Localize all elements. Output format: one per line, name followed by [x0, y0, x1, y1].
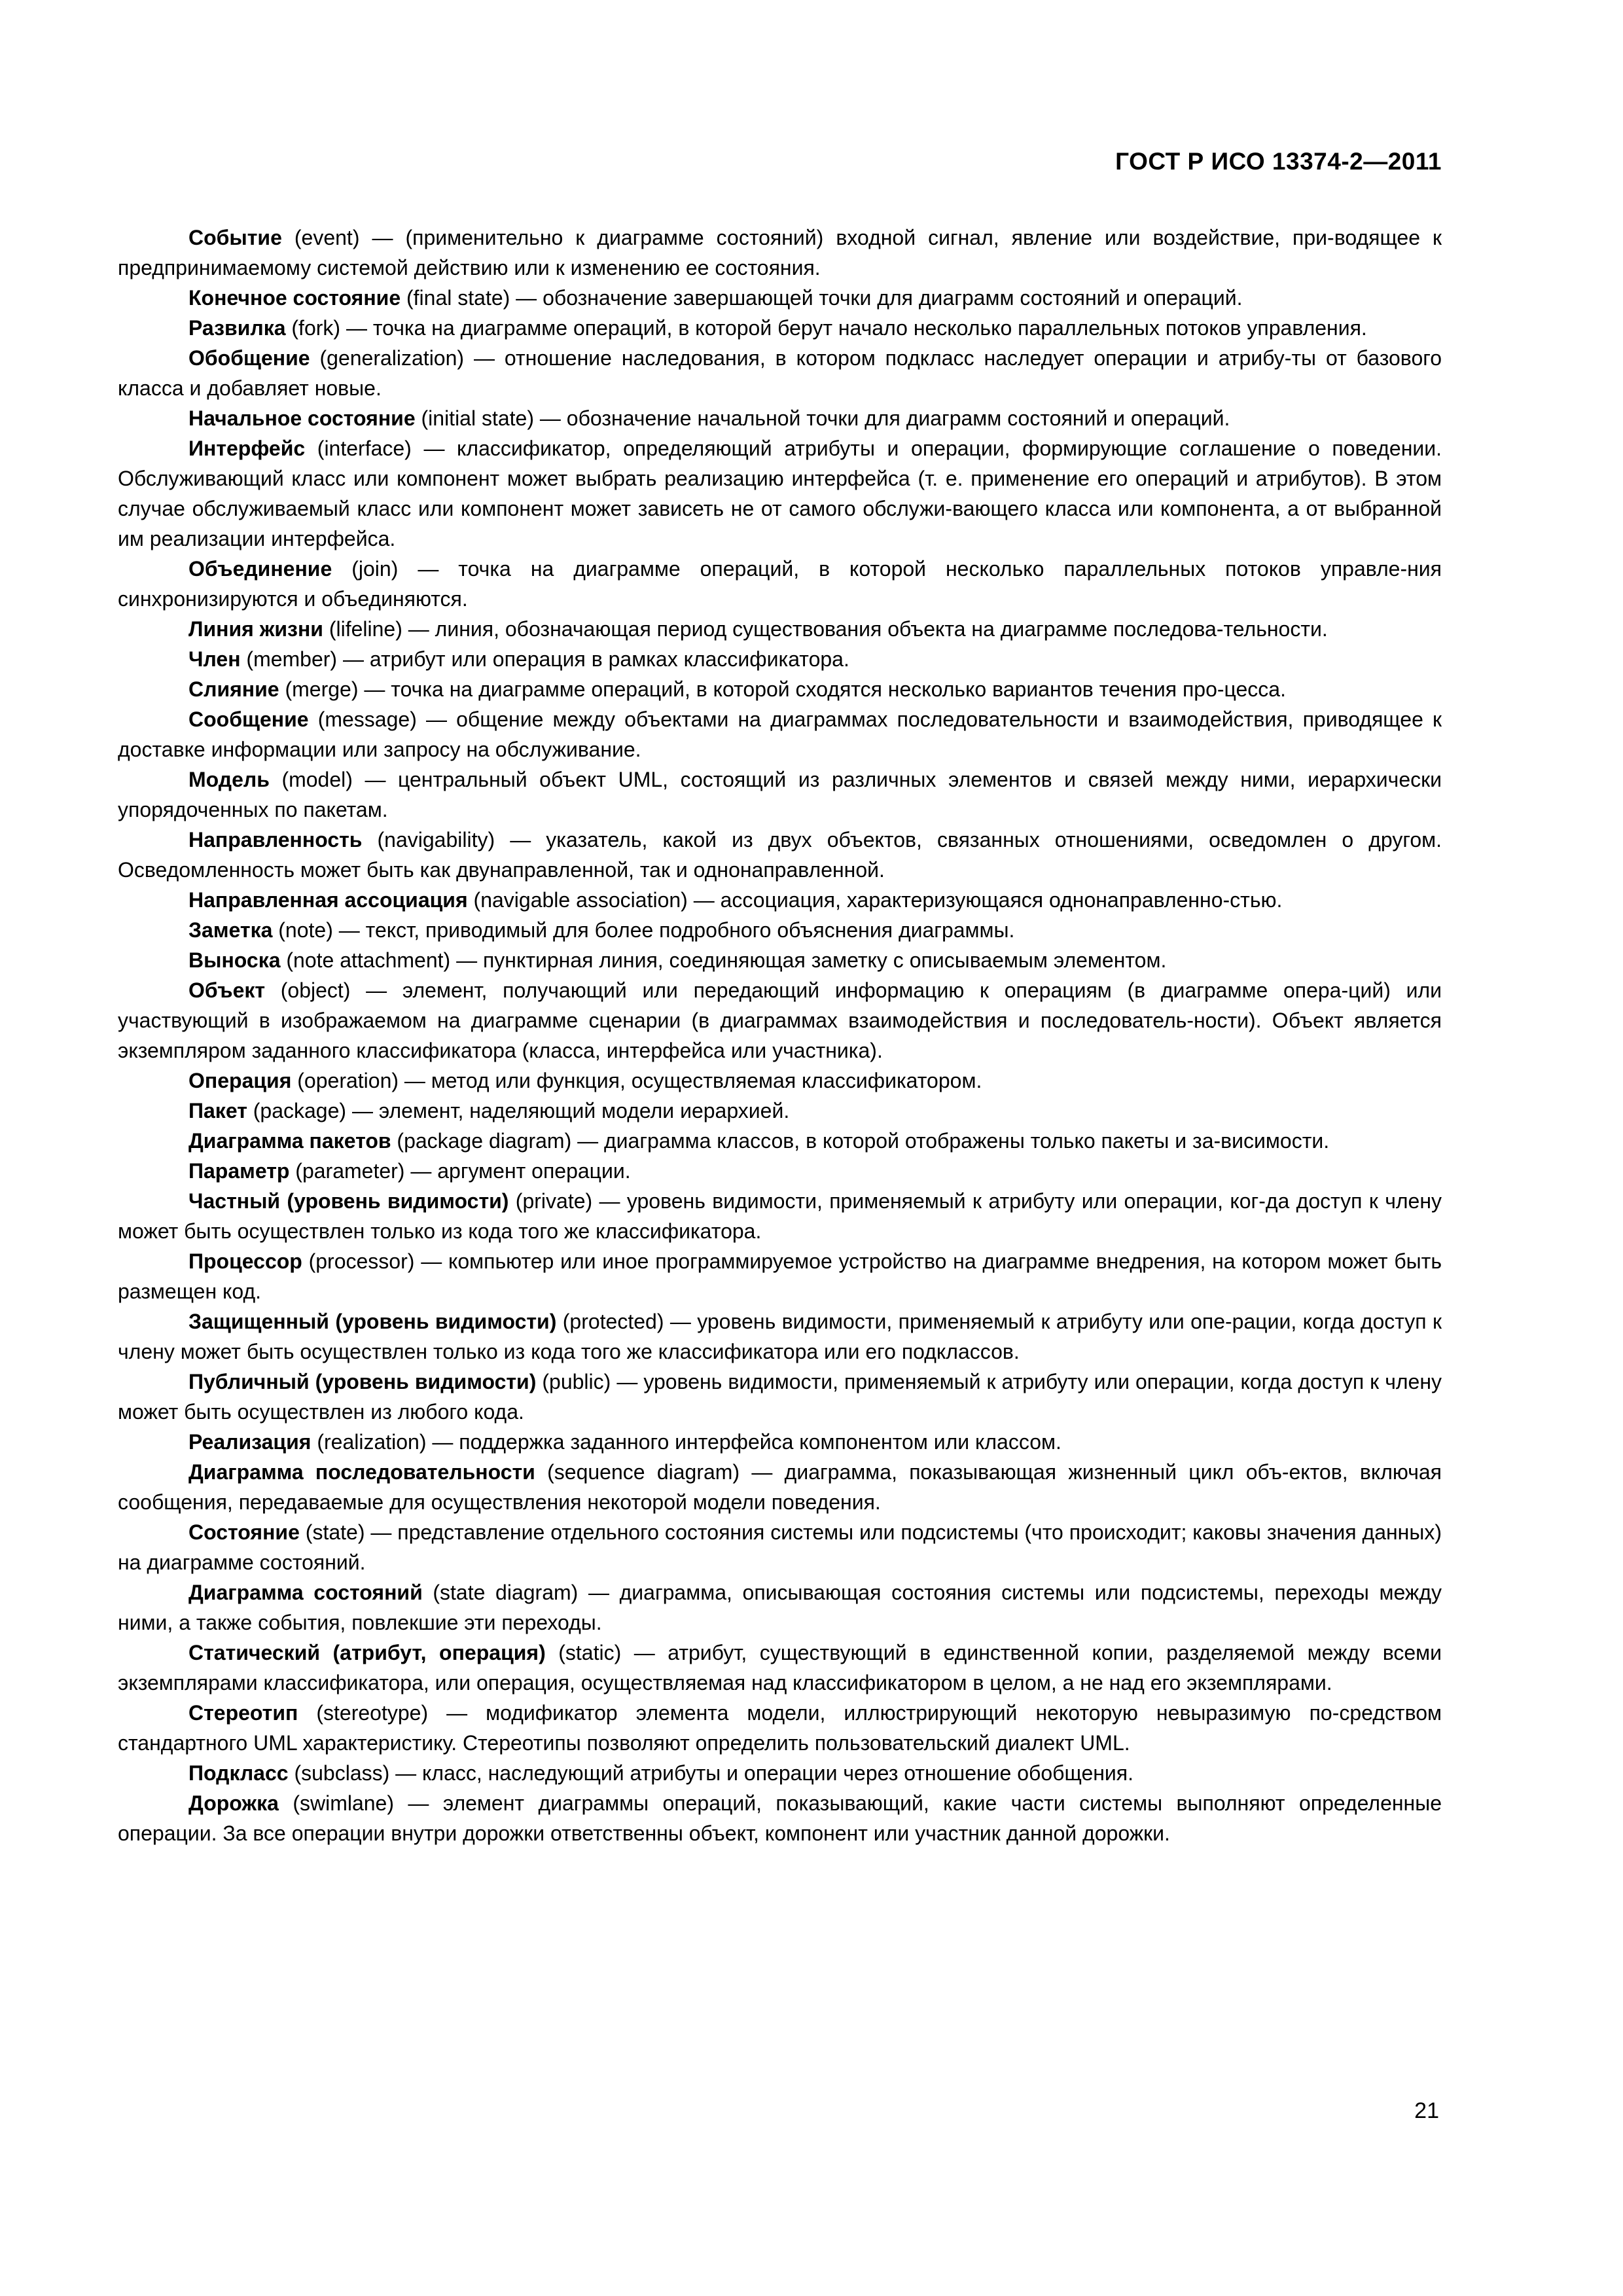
glossary-definition: (navigability) — указатель, какой из двух объектов, связанных отношениями, осведомлен о другом. Осведомленность может быть как двунаправленной, так и однонаправленной. — [118, 828, 1442, 882]
glossary-definition: (interface) — классификатор, определяющий атрибуты и операции, формирующие соглашение о поведении. Обслуживающий класс или компонент может выбрать реализацию интерфейса (т. е. применение его операций и атрибутов). В этом случае обслуживаемый класс или компонент может зависеть не от самого обслужи-вающего класса или компонента, а от выбранной им реализации интерфейса. — [118, 437, 1442, 550]
glossary-definition: (member) — атрибут или операция в рамках классификатора. — [240, 647, 849, 671]
glossary-definition: (note attachment) — пунктирная линия, соединяющая заметку с описываемым элементом. — [280, 948, 1167, 972]
glossary-definition: (final state) — обозначение завершающей точки для диаграмм состояний и операций. — [401, 286, 1243, 310]
glossary-body — [118, 223, 1442, 1848]
glossary-entry — [118, 764, 1442, 825]
glossary-entry — [118, 1788, 1442, 1848]
glossary-term: Выноска — [188, 948, 281, 972]
glossary-definition: (fork) — точка на диаграмме операций, в которой берут начало несколько параллельных потоков управления. — [285, 316, 1367, 340]
glossary-entry — [118, 1457, 1442, 1517]
glossary-term: Диаграмма состояний — [188, 1581, 423, 1604]
glossary-entry — [118, 223, 1442, 283]
glossary-definition: (merge) — точка на диаграмме операций, в которой сходятся несколько вариантов течения про-цесса. — [279, 677, 1286, 701]
glossary-term: Процессор — [188, 1249, 302, 1273]
glossary-entry — [118, 945, 1442, 975]
glossary-entry — [118, 1367, 1442, 1427]
glossary-definition: (model) — центральный объект UML, состоящий из различных элементов и связей между ними, иерархически упорядоченных по пакетам. — [118, 768, 1442, 821]
glossary-term: Операция — [188, 1069, 292, 1092]
glossary-entry — [118, 1306, 1442, 1367]
glossary-entry — [118, 1577, 1442, 1638]
page-number: 21 — [1414, 2098, 1439, 2123]
glossary-term: Начальное состояние — [188, 406, 416, 430]
glossary-entry — [118, 704, 1442, 764]
glossary-definition: (stereotype) — модификатор элемента модели, иллюстрирующий некоторую невыразимую по-средством стандартного UML характеристику. Стереотипы позволяют определить пользовательский диалект UML. — [118, 1701, 1442, 1755]
glossary-entry — [118, 313, 1442, 343]
glossary-entry — [118, 1638, 1442, 1698]
glossary-term: Модель — [188, 768, 270, 791]
glossary-term: Слияние — [188, 677, 279, 701]
glossary-entry — [118, 614, 1442, 644]
glossary-definition: (event) — (применительно к диаграмме состояний) входной сигнал, явление или воздействие, при-водящее к предпринимаемому системой действию или к изменению ее состояния. — [118, 226, 1442, 279]
glossary-term: Сообщение — [188, 708, 309, 731]
glossary-definition: (object) — элемент, получающий или передающий информацию к операциям (в диаграмме опера-ций) или участвующий в изображаемом на диаграмме сценарии (в диаграммах взаимодействия и последователь-ности). Объект является экземпляром заданного классификатора (класса, интерфейса или участника). — [118, 978, 1442, 1062]
glossary-term: Пакет — [188, 1099, 247, 1122]
glossary-term: Направленная ассоциация — [188, 888, 468, 912]
glossary-definition: (public) — уровень видимости, применяемый к атрибуту или операции, когда доступ к члену может быть осуществлен из любого кода. — [118, 1370, 1442, 1424]
glossary-term: Защищенный (уровень видимости) — [188, 1310, 557, 1333]
glossary-definition: (subclass) — класс, наследующий атрибуты и операции через отношение обобщения. — [288, 1761, 1133, 1785]
glossary-entry — [118, 885, 1442, 915]
glossary-definition: (navigable association) — ассоциация, характеризующаяся однонаправленно-стью. — [467, 888, 1283, 912]
glossary-definition: (message) — общение между объектами на диаграммах последовательности и взаимодействия, приводящее к доставке информации или запросу на обслуживание. — [118, 708, 1442, 761]
glossary-term: Объединение — [188, 557, 332, 581]
glossary-term: Направленность — [188, 828, 363, 852]
glossary-entry — [118, 433, 1442, 554]
glossary-term: Интерфейс — [188, 437, 306, 460]
glossary-definition: (swimlane) — элемент диаграммы операций, показывающий, какие части системы выполняют определенные операции. За все операции внутри дорожки ответственны объект, компонент или участник данной дорожки. — [118, 1791, 1442, 1845]
glossary-entry — [118, 1186, 1442, 1246]
glossary-entry — [118, 1126, 1442, 1156]
glossary-entry — [118, 1698, 1442, 1758]
glossary-entry — [118, 1427, 1442, 1457]
glossary-term: Параметр — [188, 1159, 290, 1183]
glossary-term: Статический (атрибут, операция) — [188, 1641, 546, 1664]
glossary-definition: (realization) — поддержка заданного интерфейса компонентом или классом. — [311, 1430, 1061, 1454]
glossary-term: Линия жизни — [188, 617, 323, 641]
glossary-term: Событие — [188, 226, 282, 249]
glossary-definition: (protected) — уровень видимости, применяемый к атрибуту или опе-рации, когда доступ к члену может быть осуществлен только из кода того же классификатора или его подклассов. — [118, 1310, 1442, 1363]
glossary-definition: (operation) — метод или функция, осуществляемая классификатором. — [291, 1069, 982, 1092]
glossary-entry — [118, 1246, 1442, 1306]
glossary-entry — [118, 403, 1442, 433]
glossary-term: Реализация — [188, 1430, 312, 1454]
glossary-definition: (join) — точка на диаграмме операций, в которой несколько параллельных потоков управле-ния синхронизируются и объединяются. — [118, 557, 1442, 611]
glossary-entry — [118, 343, 1442, 403]
glossary-term: Состояние — [188, 1520, 300, 1544]
glossary-term: Диаграмма последовательности — [188, 1460, 535, 1484]
glossary-definition: (state diagram) — диаграмма, описывающая состояния системы или подсистемы, переходы между ними, а также события, повлекшие эти переходы. — [118, 1581, 1442, 1634]
glossary-entry — [118, 1758, 1442, 1788]
glossary-entry — [118, 1066, 1442, 1096]
glossary-term: Подкласс — [188, 1761, 289, 1785]
glossary-definition: (note) — текст, приводимый для более подробного объяснения диаграммы. — [272, 918, 1015, 942]
glossary-entry — [118, 915, 1442, 945]
glossary-definition: (parameter) — аргумент операции. — [289, 1159, 631, 1183]
glossary-definition: (static) — атрибут, существующий в единственной копии, разделяемой между всеми экземплярами классификатора, или операция, осуществляемая над классификатором в целом, а не над его экземплярами. — [118, 1641, 1442, 1695]
glossary-entry — [118, 283, 1442, 313]
glossary-definition: (state) — представление отдельного состояния системы или подсистемы (что происходит; каковы значения данных) на диаграмме состояний. — [118, 1520, 1442, 1574]
glossary-definition: (sequence diagram) — диаграмма, показывающая жизненный цикл объ-ектов, включая сообщения, передаваемые для осуществления некоторой модели поведения. — [118, 1460, 1442, 1514]
glossary-entry — [118, 1096, 1442, 1126]
glossary-term: Член — [188, 647, 241, 671]
glossary-entry — [118, 1517, 1442, 1577]
glossary-entry — [118, 554, 1442, 614]
glossary-entry — [118, 825, 1442, 885]
glossary-definition: (initial state) — обозначение начальной точки для диаграмм состояний и операций. — [415, 406, 1230, 430]
glossary-term: Стереотип — [188, 1701, 298, 1725]
glossary-term: Конечное состояние — [188, 286, 401, 310]
glossary-term: Публичный (уровень видимости) — [188, 1370, 537, 1393]
glossary-term: Развилка — [188, 316, 286, 340]
glossary-definition: (processor) — компьютер или иное программируемое устройство на диаграмме внедрения, на котором может быть размещен код. — [118, 1249, 1442, 1303]
glossary-term: Заметка — [188, 918, 273, 942]
glossary-definition: (generalization) — отношение наследования, в котором подкласс наследует операции и атрибу-ты от базового класса и добавляет новые. — [118, 346, 1442, 400]
document-header: ГОСТ Р ИСО 13374-2—2011 — [1115, 148, 1442, 175]
glossary-term: Обобщение — [188, 346, 310, 370]
glossary-definition: (lifeline) — линия, обозначающая период существования объекта на диаграмме последова-тельности. — [323, 617, 1328, 641]
glossary-definition: (private) — уровень видимости, применяемый к атрибуту или операции, ког-да доступ к члену может быть осуществлен только из кода того же классификатора. — [118, 1189, 1442, 1243]
glossary-term: Частный (уровень видимости) — [188, 1189, 509, 1213]
glossary-definition: (package) — элемент, наделяющий модели иерархией. — [247, 1099, 790, 1122]
glossary-entry — [118, 644, 1442, 674]
glossary-term: Дорожка — [188, 1791, 279, 1815]
glossary-term: Объект — [188, 978, 266, 1002]
glossary-entry — [118, 1156, 1442, 1186]
glossary-entry — [118, 975, 1442, 1066]
glossary-entry — [118, 674, 1442, 704]
glossary-term: Диаграмма пакетов — [188, 1129, 391, 1153]
glossary-definition: (package diagram) — диаграмма классов, в которой отображены только пакеты и за-висимости. — [391, 1129, 1330, 1153]
